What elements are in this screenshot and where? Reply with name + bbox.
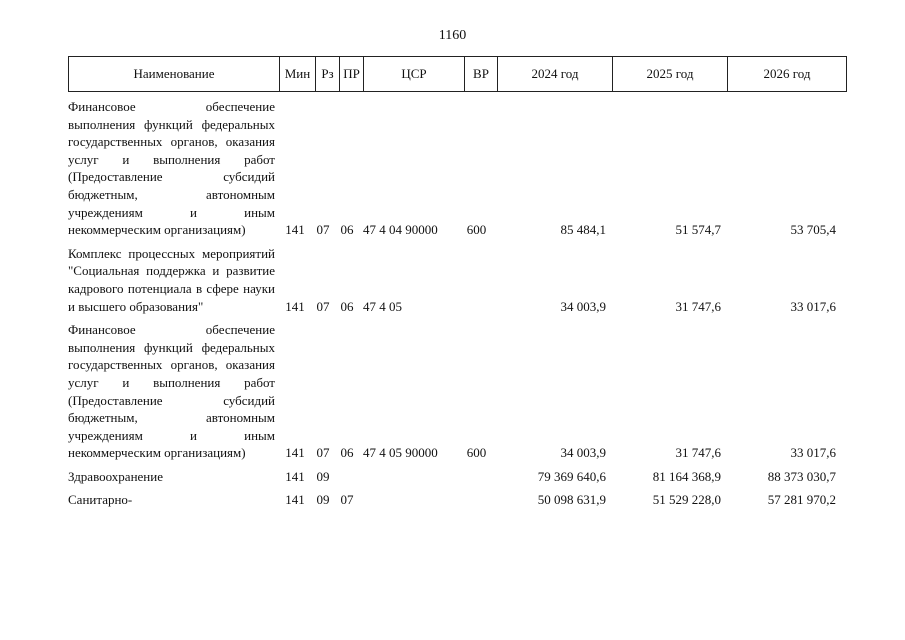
row-min: 141 <box>285 445 305 461</box>
row-csr: 47 4 04 90000 <box>363 222 438 238</box>
row-2025: 81 164 368,9 <box>652 468 721 484</box>
row-vr: 600 <box>466 222 487 238</box>
row-rz: 09 <box>316 468 330 484</box>
row-2024: 50 098 631,9 <box>537 492 606 508</box>
row-2024: 85 484,1 <box>560 222 606 238</box>
table-row <box>68 468 858 486</box>
table-body <box>68 98 858 509</box>
row-rz: 07 <box>316 298 330 314</box>
row-2025: 51 529 228,0 <box>652 492 721 508</box>
row-pr: 06 <box>340 445 354 461</box>
row-min: 141 <box>285 298 305 314</box>
header-rz: Рз <box>316 57 340 91</box>
header-csr: ЦСР <box>364 57 465 91</box>
header-2024: 2024 год <box>498 57 613 91</box>
row-2024: 34 003,9 <box>560 445 606 461</box>
row-pr: 07 <box>340 492 354 508</box>
row-pr: 06 <box>340 222 354 238</box>
header-2025: 2025 год <box>613 57 728 91</box>
header-2026: 2026 год <box>763 66 811 81</box>
row-rz: 07 <box>316 445 330 461</box>
row-rz: 09 <box>316 492 330 508</box>
row-min: 141 <box>285 222 305 238</box>
table-row <box>68 491 858 509</box>
row-pr: 06 <box>340 298 354 314</box>
row-csr: 47 4 05 <box>363 298 402 314</box>
row-2024: 79 369 640,6 <box>537 468 606 484</box>
row-2026: 57 281 970,2 <box>767 492 836 508</box>
table-row <box>68 321 858 462</box>
row-rz: 07 <box>316 222 330 238</box>
row-min: 141 <box>285 492 305 508</box>
table-row <box>68 98 858 239</box>
header-pr: ПР <box>340 57 364 91</box>
row-2025: 31 747,6 <box>675 445 721 461</box>
page-number: 1160 <box>438 28 467 43</box>
row-2025: 31 747,6 <box>675 298 721 314</box>
row-2024: 34 003,9 <box>560 298 606 314</box>
header-min: Мин <box>280 57 316 91</box>
row-vr: 600 <box>466 445 487 461</box>
row-name: Комплекс процессных мероприятий "Социальная поддержка и развитие кадрового потенциала в сфере науки и высшего образования" <box>68 245 275 314</box>
row-2026: 53 705,4 <box>790 222 836 238</box>
row-min: 141 <box>285 468 305 484</box>
row-2026: 33 017,6 <box>790 445 836 461</box>
row-name: Финансовое обеспечение выполнения функций федеральных государственных органов, оказания услуг и выполнения работ (Предоставление субсидий бюджетным, автономным учреждениям и иным некоммерческим организациям) <box>68 99 275 238</box>
row-2025: 51 574,7 <box>675 222 721 238</box>
row-csr: 47 4 05 90000 <box>363 445 438 461</box>
row-2026: 88 373 030,7 <box>767 468 836 484</box>
header-name: Наименование <box>69 57 280 91</box>
row-name: Здравоохранение <box>68 468 163 484</box>
table-header <box>68 56 847 92</box>
row-name: Санитарно- <box>68 492 133 508</box>
row-2026: 33 017,6 <box>790 298 836 314</box>
row-name: Финансовое обеспечение выполнения функций федеральных государственных органов, оказания услуг и выполнения работ (Предоставление субсидий бюджетным, автономным учреждениям и иным некоммерческим организациям) <box>68 322 275 461</box>
header-vr: ВР <box>465 57 498 91</box>
table-row <box>68 245 858 315</box>
